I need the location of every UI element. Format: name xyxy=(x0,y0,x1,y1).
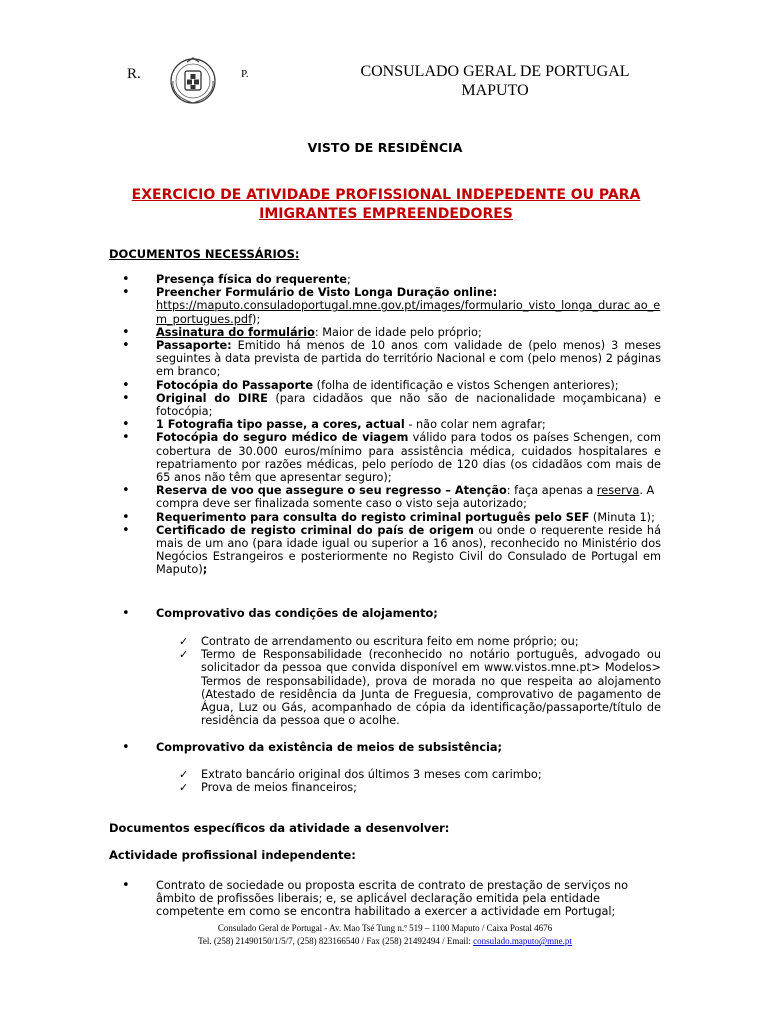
required-documents-list xyxy=(109,273,661,577)
item-label: Preencher Formulário de Visto Longa Duração online: xyxy=(156,286,498,300)
item-label: Assinatura do formulário xyxy=(156,325,315,339)
item-label: Certificado de registo criminal do país de origem xyxy=(156,523,474,537)
item-label: Passaporte: xyxy=(156,339,232,353)
bullet-icon: • xyxy=(122,272,130,287)
item-text: válido para todos os países Schengen, com cobertura de 30.000 euros/mínimo para assistência médica, cuidados hospitalares e repatriamento por razões médicas, pelo período de 120 dias (os cidadãos com mais de 65 anos não têm que apresentar seguro); xyxy=(156,431,662,485)
footer-address: Consulado Geral de Portugal - Av. Mao Tsé Tung n.º 519 – 1100 Maputo / Caixa Postal 4676 xyxy=(217,923,553,933)
item-text: : Maior de idade pelo próprio; xyxy=(314,325,482,339)
subtitle-line2: IMIGRANTES EMPREENDEDORES xyxy=(259,206,513,222)
document-subtitle xyxy=(112,186,660,224)
item-text: ; xyxy=(202,563,208,577)
check-item xyxy=(179,781,661,794)
checkmark-icon: ✓ xyxy=(179,635,189,648)
form-link[interactable]: https://maputo.consuladoportugal.mne.gov.pt/images/formulario_visto_longa_durac ao_em_portugues.pdf xyxy=(156,299,661,326)
bullet-icon: • xyxy=(122,417,130,433)
activity-list xyxy=(109,879,661,919)
checkmark-icon: ✓ xyxy=(179,768,189,781)
bullet-icon: • xyxy=(122,483,130,499)
list-item xyxy=(109,879,661,919)
activity-heading: Actividade profissional independente: xyxy=(109,848,356,862)
specific-documents-heading: Documentos específicos da atividade a desenvolver: xyxy=(109,821,450,835)
check-text: Termo de Responsabilidade (reconhecido no notário português, advogado ou solicitador da pessoa que convida disponível em www.vistos.mne.pt> Modelos> Termos de responsabilidade), prova de morada no que respeita ao alojamento (Atestado de residência da Junta de Freguesia, comprovativo de pagamento de Água, Luz ou Gás, acompanhado de cópia da identificação/passaporte/título de residência da pessoa que o acolhe. xyxy=(201,648,661,728)
housing-list xyxy=(109,607,661,620)
bullet-icon: • xyxy=(122,522,130,538)
reservation-link[interactable]: reserva xyxy=(596,484,640,498)
item-label: Fotocópia do Passaporte xyxy=(156,378,314,392)
housing-checklist xyxy=(179,635,661,727)
list-item xyxy=(109,339,661,379)
item-label: 1 Fotografia tipo passe, a cores, actual xyxy=(156,418,405,432)
list-item xyxy=(109,484,661,510)
consulate-name xyxy=(330,62,660,100)
list-item xyxy=(109,392,661,418)
footer-phone: Tel. (258) 21490150/1/5/7, (258) 823166540 / Fax (258) 21492494 / Email: xyxy=(198,936,474,946)
item-text: ; xyxy=(346,273,351,286)
page-footer xyxy=(0,922,770,948)
item-text: Contrato de sociedade ou proposta escrita de contrato de prestação de serviços no âmbito de profissões liberais; e, se aplicável declaração emitida pela entidade competente em como se encontra habilitado a exercer a actividade em Portugal; xyxy=(156,879,629,919)
item-label: Presença física do requerente xyxy=(156,273,347,286)
list-item xyxy=(109,326,661,339)
means-list xyxy=(109,741,661,754)
check-item xyxy=(179,635,661,648)
item-text: (para cidadãos que não são de nacionalidade moçambicana) e fotocópia; xyxy=(156,391,661,419)
bullet-icon: • xyxy=(122,740,130,755)
check-item xyxy=(179,768,661,781)
list-item xyxy=(109,511,661,524)
list-item xyxy=(109,607,661,620)
list-item xyxy=(109,524,661,577)
footer-email-link[interactable]: consulado.maputo@mne.pt xyxy=(473,936,572,946)
list-item xyxy=(109,273,661,286)
item-text: ou onde o requerente reside há mais de um ano (para idade igual ou superior a 16 anos), reconhecido no Ministério dos Negócios Estrangeiros e posteriormente no Registo Civil do Consulado de Portugal em Maputo) xyxy=(156,523,661,577)
consulate-name-line1: CONSULADO GERAL DE PORTUGAL xyxy=(360,63,630,80)
list-item xyxy=(109,418,661,431)
check-text: Contrato de arrendamento ou escritura feito em nome próprio; ou; xyxy=(201,635,579,648)
footer-contacts xyxy=(0,935,770,948)
bullet-icon: • xyxy=(122,377,130,393)
required-documents-heading: DOCUMENTOS NECESSÁRIOS: xyxy=(109,247,300,261)
item-text: : faça apenas a xyxy=(506,484,597,498)
consulate-name-line2: MAPUTO xyxy=(461,82,529,99)
coat-of-arms-icon xyxy=(163,56,223,106)
housing-heading: Comprovativo das condições de alojamento; xyxy=(156,607,438,620)
check-text: Extrato bancário original dos últimos 3 meses com carimbo; xyxy=(201,768,542,781)
bullet-icon: • xyxy=(122,390,130,406)
means-heading: Comprovativo da existência de meios de subsistência; xyxy=(156,741,503,754)
bullet-icon: • xyxy=(122,606,130,621)
item-label: Reserva de voo que assegure o seu regresso – Atenção xyxy=(156,484,507,498)
subtitle-line1: EXERCICIO DE ATIVIDADE PROFISSIONAL INDEPEDENTE OU PARA xyxy=(131,187,641,203)
check-item xyxy=(179,648,661,727)
item-text: Emitido há menos de 10 anos com validade de (pelo menos) 3 meses seguintes à data prevista de partida do território Nacional e com (pelo menos) 2 páginas em branco; xyxy=(156,339,661,379)
document-title: VISTO DE RESIDÊNCIA xyxy=(307,140,463,155)
item-text: ); xyxy=(252,312,261,326)
list-item xyxy=(109,379,661,392)
checkmark-icon: ✓ xyxy=(179,781,189,795)
bullet-icon: • xyxy=(122,878,130,893)
check-text: Prova de meios financeiros; xyxy=(201,781,357,795)
item-text: . A compra deve ser finalizada somente caso o visto seja autorizado; xyxy=(156,484,655,511)
item-text: (folha de identificação e vistos Schengen anteriores); xyxy=(313,378,619,392)
list-item xyxy=(109,431,661,484)
list-item xyxy=(109,741,661,754)
bullet-icon: • xyxy=(122,324,130,340)
item-text: (Minuta 1); xyxy=(589,510,655,524)
means-checklist xyxy=(179,768,661,794)
checkmark-icon: ✓ xyxy=(179,648,189,662)
header-letter-p: P. xyxy=(241,68,249,80)
bullet-icon: • xyxy=(122,430,130,446)
item-label: Requerimento para consulta do registo criminal português pelo SEF xyxy=(156,510,590,524)
item-label: Original do DIRE xyxy=(156,391,268,405)
header-letter-r: R. xyxy=(127,66,141,82)
item-label: Fotocópia do seguro médico de viagem xyxy=(156,431,409,445)
item-text: - não colar nem agrafar; xyxy=(404,418,546,432)
list-item xyxy=(109,286,661,326)
bullet-icon: • xyxy=(122,285,130,301)
bullet-icon: • xyxy=(122,338,130,354)
bullet-icon: • xyxy=(122,509,130,525)
